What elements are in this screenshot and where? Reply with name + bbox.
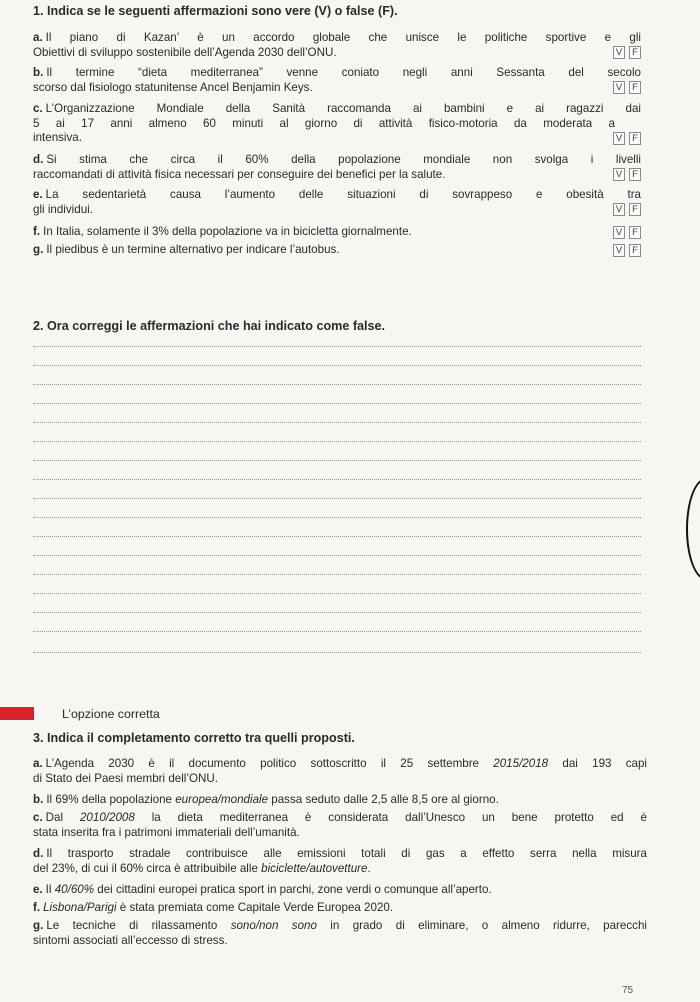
section-accent-bar	[0, 707, 34, 720]
answer-line[interactable]	[33, 441, 641, 442]
answer-line[interactable]	[33, 403, 641, 404]
q1-item-f	[33, 225, 641, 240]
q3-item-a-line1: a. L’Agenda 2030 è il documento politico sottoscritto il 25 settembre 2015/2018 dai 193 capi	[33, 757, 648, 770]
answer-line[interactable]	[33, 593, 641, 594]
q3-item-d-line1: d. Il trasporto stradale contribuisce alle emissioni totali di gas a effetto serra nella misura	[33, 847, 647, 860]
q3-item-e	[33, 883, 647, 898]
section-title: L’opzione corretta	[62, 707, 160, 721]
q3-item-a	[33, 757, 647, 786]
q3-item-b-line1: b. Il 69% della popolazione europea/mondiale passa seduto dalle 2,5 alle 8,5 ore al giorno.	[33, 793, 499, 806]
answer-line[interactable]	[33, 555, 641, 556]
answer-line[interactable]	[33, 384, 641, 385]
q3-item-c	[33, 811, 647, 840]
q1-item-e-vf	[613, 203, 641, 216]
q3-item-c-line1: c. Dal 2010/2008 la dieta mediterranea è considerata dall’Unesco un bene protetto ed è	[33, 811, 647, 824]
answer-line[interactable]	[33, 479, 641, 480]
q1-item-d-line1: d. Si stima che circa il 60% della popolazione mondiale non svolga i livelli	[33, 153, 641, 166]
answer-line[interactable]	[33, 346, 641, 347]
answer-line[interactable]	[33, 365, 641, 366]
q1-item-b-line1: b. Il termine “dieta mediterranea” venne coniato negli anni Sessanta del secolo	[33, 66, 641, 79]
q1-item-g-vf	[613, 244, 641, 257]
q1-item-e-line1: e. La sedentarietà causa l’aumento delle situazioni di sovrappeso e obesità tra	[33, 188, 641, 201]
q3-item-f	[33, 901, 647, 916]
true-checkbox-a[interactable]: V	[613, 46, 625, 59]
q3-title: 3. Indica il completamento corretto tra quelli proposti.	[33, 731, 355, 745]
q3-item-d-line2: del 23%, di cui il 60% circa è attribuibile alle biciclette/autovetture.	[33, 861, 371, 875]
q1-item-f-vf	[613, 226, 641, 239]
q1-item-c-line1: c. L’Organizzazione Mondiale della Sanità raccomanda ai bambini e ai ragazzi dai	[33, 102, 641, 115]
q1-item-e-line2: gli individui.	[33, 202, 93, 216]
q1-item-c-line2: 5 ai 17 anni almeno 60 minuti al giorno di attività fisico-motoria da moderata a	[33, 116, 615, 130]
q1-title: 1. Indica se le seguenti affermazioni sono vere (V) o false (F).	[33, 4, 398, 18]
q1-item-f-line1: f. In Italia, solamente il 3% della popolazione va in bicicletta giornalmente.	[33, 225, 412, 238]
false-checkbox-d[interactable]: F	[629, 168, 641, 181]
q1-item-b	[33, 66, 641, 95]
answer-line[interactable]	[33, 498, 641, 499]
choice-option[interactable]: 2015/2018	[493, 757, 549, 770]
q1-item-a-vf	[613, 46, 641, 59]
choice-option[interactable]: sono/non sono	[230, 919, 317, 932]
true-checkbox-d[interactable]: V	[613, 168, 625, 181]
true-checkbox-c[interactable]: V	[613, 132, 625, 145]
q3-item-e-line1: e. Il 40/60% dei cittadini europei pratica sport in parchi, zone verdi o comunque all’aperto.	[33, 883, 492, 896]
q2-title: 2. Ora correggi le affermazioni che hai indicato come false.	[33, 319, 386, 333]
false-checkbox-f[interactable]: F	[629, 226, 641, 239]
answer-line[interactable]	[33, 612, 641, 613]
true-checkbox-e[interactable]: V	[613, 203, 625, 216]
choice-option[interactable]: Lisbona/Parigi	[43, 901, 117, 914]
q1-item-c-vf	[613, 132, 641, 145]
q3-item-c-line2: stata inserita fra i patrimoni immateriali dell’umanità.	[33, 825, 300, 839]
false-checkbox-b[interactable]: F	[629, 81, 641, 94]
q1-item-c	[33, 102, 641, 146]
false-checkbox-a[interactable]: F	[629, 46, 641, 59]
true-checkbox-f[interactable]: V	[613, 226, 625, 239]
page-number: 75	[622, 985, 634, 996]
answer-line[interactable]	[33, 422, 641, 423]
q1-item-a	[33, 31, 641, 60]
q1-item-d-vf	[613, 168, 641, 181]
q3-item-g	[33, 919, 647, 948]
q3-item-g-line1: g. Le tecniche di rilassamento sono/non sono in grado di eliminare, o almeno ridurre, parecchi	[33, 919, 647, 932]
answer-line[interactable]	[33, 460, 641, 461]
false-checkbox-g[interactable]: F	[629, 244, 641, 257]
answer-line[interactable]	[33, 631, 641, 632]
true-checkbox-g[interactable]: V	[613, 244, 625, 257]
q3-item-g-line2: sintomi associati all’eccesso di stress.	[33, 933, 228, 947]
q1-item-c-line3: intensiva.	[33, 131, 82, 145]
q1-item-d	[33, 153, 641, 182]
q1-item-b-line2: scorso dal fisiologo statunitense Ancel Benjamin Keys.	[33, 80, 313, 94]
q1-item-g	[33, 243, 641, 258]
q1-item-b-vf	[613, 81, 641, 94]
q3-item-f-line1: f. Lisbona/Parigi è stata premiata come Capitale Verde Europea 2020.	[33, 901, 394, 914]
answer-line[interactable]	[33, 652, 641, 653]
q1-item-e	[33, 188, 641, 217]
q3-item-d	[33, 847, 647, 876]
false-checkbox-c[interactable]: F	[629, 132, 641, 145]
binder-ring-mark	[686, 478, 700, 580]
answer-line[interactable]	[33, 574, 641, 575]
false-checkbox-e[interactable]: F	[629, 203, 641, 216]
q1-item-a-line2: Obiettivi di sviluppo sostenibile dell’Agenda 2030 dell’ONU.	[33, 45, 337, 59]
choice-option[interactable]: 2010/2008	[79, 811, 135, 824]
q1-item-d-line2: raccomandati di attività fisica necessari per conseguire dei benefici per la salute.	[33, 167, 446, 181]
choice-option[interactable]: 40/60%	[54, 883, 95, 896]
choice-option[interactable]: europea/mondiale	[175, 793, 269, 806]
answer-line[interactable]	[33, 517, 641, 518]
q1-item-a-line1: a. Il piano di Kazan’ è un accordo globale che unisce le politiche sportive e gli	[33, 31, 641, 44]
choice-option[interactable]: biciclette/autovetture	[261, 861, 368, 875]
q3-item-b	[33, 793, 647, 808]
q1-item-g-line1: g. Il piedibus è un termine alternativo per indicare l’autobus.	[33, 243, 340, 256]
q3-item-a-line2: di Stato dei Paesi membri dell’ONU.	[33, 771, 218, 785]
answer-line[interactable]	[33, 536, 641, 537]
true-checkbox-b[interactable]: V	[613, 81, 625, 94]
